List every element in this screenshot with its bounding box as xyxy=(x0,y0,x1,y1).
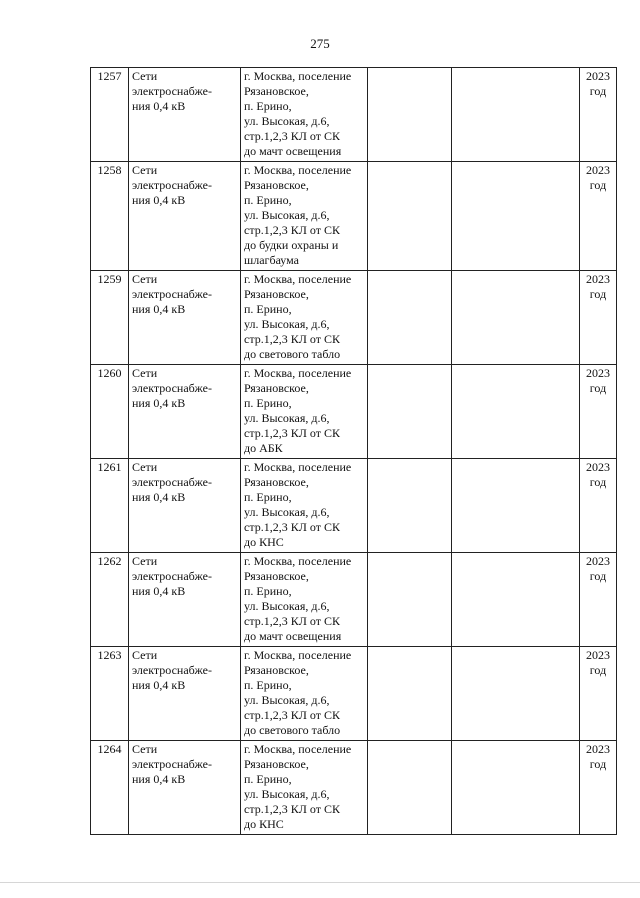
addr-line: до АБК xyxy=(244,441,283,455)
addr-line: Рязановское, xyxy=(244,287,309,301)
year-line: год xyxy=(589,757,607,771)
table-row xyxy=(91,162,617,271)
addr-line: ул. Высокая, д.6, xyxy=(244,411,330,425)
name-line: Сети xyxy=(132,460,158,474)
addr-line: г. Москва, поселение xyxy=(244,366,352,380)
name-line: ния 0,4 кВ xyxy=(132,193,186,207)
addr-line: стр.1,2,3 КЛ от СК xyxy=(244,802,340,816)
addr-line: п. Ерино, xyxy=(244,396,292,410)
addr-line: стр.1,2,3 КЛ от СК xyxy=(244,332,340,346)
year-line: 2023 xyxy=(586,554,610,568)
object-name-cell xyxy=(129,162,241,271)
addr-line: Рязановское, xyxy=(244,178,309,192)
addr-line: г. Москва, поселение xyxy=(244,272,352,286)
address-cell xyxy=(241,365,368,459)
name-line: электроснабже- xyxy=(132,663,212,677)
object-name-cell xyxy=(129,271,241,365)
addr-line: п. Ерино, xyxy=(244,584,292,598)
addr-line: п. Ерино, xyxy=(244,490,292,504)
year-line: год xyxy=(589,475,607,489)
addr-line: г. Москва, поселение xyxy=(244,742,352,756)
year-line: 2023 xyxy=(586,742,610,756)
addr-line: п. Ерино, xyxy=(244,302,292,316)
empty-cell xyxy=(368,68,452,162)
addr-line: стр.1,2,3 КЛ от СК xyxy=(244,520,340,534)
name-line: ния 0,4 кВ xyxy=(132,99,186,113)
year-cell xyxy=(580,271,617,365)
addr-line: ул. Высокая, д.6, xyxy=(244,693,330,707)
year-line: год xyxy=(589,569,607,583)
page-bottom-edge xyxy=(0,882,640,883)
year-line: год xyxy=(589,287,607,301)
object-name-cell xyxy=(129,365,241,459)
name-line: электроснабже- xyxy=(132,287,212,301)
addr-line: до мачт освещения xyxy=(244,629,342,643)
table-row xyxy=(91,647,617,741)
name-line: Сети xyxy=(132,272,158,286)
addr-line: ул. Высокая, д.6, xyxy=(244,599,330,613)
addr-line: г. Москва, поселение xyxy=(244,460,352,474)
addr-line: г. Москва, поселение xyxy=(244,554,352,568)
empty-cell xyxy=(368,741,452,835)
name-line: Сети xyxy=(132,69,158,83)
addr-line: Рязановское, xyxy=(244,663,309,677)
empty-cell xyxy=(368,365,452,459)
year-line: год xyxy=(589,663,607,677)
addr-line: Рязановское, xyxy=(244,475,309,489)
addr-line: п. Ерино, xyxy=(244,99,292,113)
addr-line: Рязановское, xyxy=(244,84,309,98)
address-cell xyxy=(241,68,368,162)
name-line: электроснабже- xyxy=(132,84,212,98)
empty-cell xyxy=(452,647,580,741)
name-line: Сети xyxy=(132,648,158,662)
year-cell xyxy=(580,553,617,647)
addr-line: г. Москва, поселение xyxy=(244,69,352,83)
table-row xyxy=(91,553,617,647)
year-cell xyxy=(580,647,617,741)
row-number-cell: 1258 xyxy=(91,162,129,271)
address-cell xyxy=(241,647,368,741)
addr-line: п. Ерино, xyxy=(244,772,292,786)
year-cell xyxy=(580,162,617,271)
year-line: 2023 xyxy=(586,163,610,177)
row-number-cell: 1260 xyxy=(91,365,129,459)
addr-line: стр.1,2,3 КЛ от СК xyxy=(244,708,340,722)
name-line: ния 0,4 кВ xyxy=(132,302,186,316)
empty-cell xyxy=(368,553,452,647)
year-line: год xyxy=(589,84,607,98)
addr-line: Рязановское, xyxy=(244,757,309,771)
table-row xyxy=(91,741,617,835)
row-number-cell: 1263 xyxy=(91,647,129,741)
empty-cell xyxy=(452,459,580,553)
address-cell xyxy=(241,741,368,835)
empty-cell xyxy=(368,271,452,365)
year-cell xyxy=(580,459,617,553)
row-number-cell: 1264 xyxy=(91,741,129,835)
addr-line: п. Ерино, xyxy=(244,678,292,692)
year-line: 2023 xyxy=(586,366,610,380)
addr-line: ул. Высокая, д.6, xyxy=(244,787,330,801)
year-cell xyxy=(580,741,617,835)
name-line: Сети xyxy=(132,742,158,756)
addr-line: г. Москва, поселение xyxy=(244,648,352,662)
row-number-cell: 1257 xyxy=(91,68,129,162)
addr-line: Рязановское, xyxy=(244,381,309,395)
address-cell xyxy=(241,553,368,647)
addr-line: шлагбаума xyxy=(244,253,299,267)
row-number-cell: 1262 xyxy=(91,553,129,647)
row-number-cell: 1261 xyxy=(91,459,129,553)
address-cell xyxy=(241,459,368,553)
registry-table-body xyxy=(91,68,617,835)
address-cell xyxy=(241,271,368,365)
addr-line: ул. Высокая, д.6, xyxy=(244,317,330,331)
empty-cell xyxy=(452,271,580,365)
address-cell xyxy=(241,162,368,271)
addr-line: стр.1,2,3 КЛ от СК xyxy=(244,614,340,628)
name-line: ния 0,4 кВ xyxy=(132,678,186,692)
table-row xyxy=(91,459,617,553)
name-line: Сети xyxy=(132,163,158,177)
addr-line: ул. Высокая, д.6, xyxy=(244,208,330,222)
page-number: 275 xyxy=(310,36,330,51)
addr-line: до КНС xyxy=(244,535,284,549)
table-row xyxy=(91,365,617,459)
name-line: электроснабже- xyxy=(132,178,212,192)
name-line: электроснабже- xyxy=(132,569,212,583)
name-line: электроснабже- xyxy=(132,757,212,771)
object-name-cell xyxy=(129,741,241,835)
addr-line: до КНС xyxy=(244,817,284,831)
empty-cell xyxy=(452,365,580,459)
addr-line: стр.1,2,3 КЛ от СК xyxy=(244,426,340,440)
year-line: 2023 xyxy=(586,460,610,474)
addr-line: до мачт освещения xyxy=(244,144,342,158)
table-row xyxy=(91,271,617,365)
name-line: ния 0,4 кВ xyxy=(132,396,186,410)
year-cell xyxy=(580,365,617,459)
registry-table xyxy=(90,67,617,835)
name-line: ния 0,4 кВ xyxy=(132,584,186,598)
name-line: Сети xyxy=(132,366,158,380)
empty-cell xyxy=(452,553,580,647)
addr-line: до будки охраны и xyxy=(244,238,339,252)
empty-cell xyxy=(452,68,580,162)
name-line: ния 0,4 кВ xyxy=(132,772,186,786)
object-name-cell xyxy=(129,68,241,162)
year-line: 2023 xyxy=(586,648,610,662)
table-row xyxy=(91,68,617,162)
addr-line: п. Ерино, xyxy=(244,193,292,207)
addr-line: до светового табло xyxy=(244,347,341,361)
empty-cell xyxy=(368,162,452,271)
addr-line: Рязановское, xyxy=(244,569,309,583)
name-line: Сети xyxy=(132,554,158,568)
object-name-cell xyxy=(129,647,241,741)
name-line: электроснабже- xyxy=(132,381,212,395)
empty-cell xyxy=(452,741,580,835)
addr-line: ул. Высокая, д.6, xyxy=(244,114,330,128)
empty-cell xyxy=(368,459,452,553)
year-line: 2023 xyxy=(586,69,610,83)
name-line: электроснабже- xyxy=(132,475,212,489)
addr-line: ул. Высокая, д.6, xyxy=(244,505,330,519)
addr-line: стр.1,2,3 КЛ от СК xyxy=(244,223,340,237)
row-number-cell: 1259 xyxy=(91,271,129,365)
empty-cell xyxy=(368,647,452,741)
year-cell xyxy=(580,68,617,162)
year-line: год xyxy=(589,381,607,395)
addr-line: до светового табло xyxy=(244,723,341,737)
object-name-cell xyxy=(129,459,241,553)
object-name-cell xyxy=(129,553,241,647)
addr-line: г. Москва, поселение xyxy=(244,163,352,177)
year-line: 2023 xyxy=(586,272,610,286)
addr-line: стр.1,2,3 КЛ от СК xyxy=(244,129,340,143)
year-line: год xyxy=(589,178,607,192)
empty-cell xyxy=(452,162,580,271)
name-line: ния 0,4 кВ xyxy=(132,490,186,504)
